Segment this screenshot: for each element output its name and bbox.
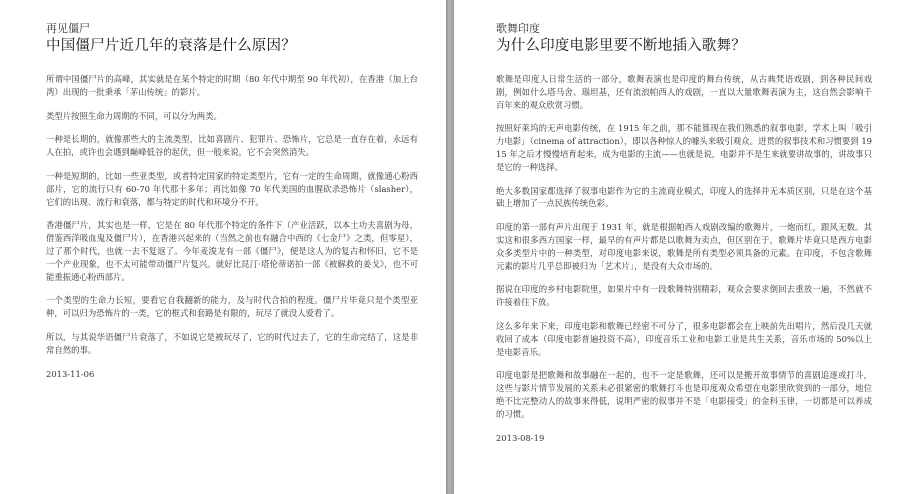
right-paragraph: 按照好莱坞的无声电影传统，在 1915 年之前，那不能算现在我们熟悉的叙事电影，学术上叫「吸引力电影」（cinema of attraction），即以各种惊人的噱头来吸引观众。进贯的叙事技术和习惯要到 1915 年之后才慢慢培育起来，成为电影的主流——也就是说，电影并不是生来就要讲故事的，讲故事只是它的一种选择。	[496, 123, 872, 172]
left-paragraph: 一种是长期的，就像那些大的主流类型，比如喜剧片、犯罪片、恐怖片，它总是一直存在着，永远有人在拍，或许也会遇到巅峰低谷的起伏，但一般来说，它不会突然消失。	[46, 134, 418, 158]
right-paragraph: 绝大多数国家都选择了叙事电影作为它的主流商业模式，印度人的选择并无本质区别，只是在这个基础上增加了一点民族传统色彩。	[496, 185, 872, 209]
left-paragraph: 所谓中国僵尸片的高峰，其实就是在某个特定的时期（80 年代中期至 90 年代初），在香港（加上台湾）出现的一批秉承「茅山传统」的影片。	[46, 74, 418, 97]
page-divider	[446, 0, 454, 494]
left-page-date: 2013-11-06	[46, 368, 95, 379]
right-page	[454, 0, 900, 494]
right-page-kicker: 歌舞印度	[496, 22, 540, 35]
left-paragraph: 一个类型的生命力长短，要看它自我翻新的能力，及与时代合拍的程度。僵尸片毕竟只是个类型亚种，可以归为恐怖片的一类，它的框式和套路是有限的，玩尽了就没人爱看了。	[46, 295, 418, 319]
left-paragraph: 一种是短期的，比如一些亚类型，或者特定国家的特定类型片，它有一定的生命周期，就像通心粉西部片，它的流行只有 60-70 年代那十多年；再比如像 70 年代美国的血腥砍杀恐怖片（slasher），它们的出现、流行和衰落，都与特定的时代和环境分不开。	[46, 170, 418, 207]
left-page-title: 中国僵尸片近几年的衰落是什么原因？	[46, 38, 296, 54]
right-page-date: 2013-08-19	[496, 432, 545, 443]
right-paragraph: 印度的第一部有声片出现于 1931 年，就是根据帕西人戏剧改编的歌舞片，一炮而红，跟风无数。其实这和很多西方国家一样，最早的有声片都是以歌舞为卖点，但区别在于，歌舞片毕竟只是西方电影众多类型片中的一种类型，对印度电影来说，歌舞是所有类型必须具备的元素。在印度，不包含歌舞元素的影片几乎总即被归为「艺术片」，是没有大众市场的。	[496, 222, 872, 271]
right-page-title: 为什么印度电影里要不断地插入歌舞？	[496, 38, 746, 54]
right-paragraph: 据说在印度的乡村电影院里，如果片中有一段歌舞特别精彩，观众会要求倒回去重放一遍，不然就不许接着往下放。	[496, 284, 872, 308]
left-page	[0, 0, 446, 494]
left-paragraph: 香港僵尸片，其实也是一样，它是在 80 年代那个特定的条件下（产业活跃，以本土功夫喜剧为母，借鉴西洋吸血鬼及僵尸片），在香港兴起来的（当然之前也有融合中西的《七金尸》之类，但零星），过了那个时代，也就一去不复返了。今年麦浚龙有一部《僵尸》，便是这人为的复古和怀旧，它不是一个产业现象，也不太可能带动僵尸片复兴。就好比昆汀·塔伦蒂诺拍一部《被解救的姜戈》，也不可能重振通心粉西部片。	[46, 220, 418, 282]
left-paragraph: 类型片按照生命力周期的不同，可以分为两类。	[46, 110, 222, 121]
right-paragraph: 歌舞是印度人日常生活的一部分，歌舞表演也是印度的舞台传统，从古典梵语戏剧，到各种民间戏剧，例如什么塔马舍、瑙坦基，还有流浪帕西人的戏剧，一直以大量歌舞表演为主，这自然会影响千百年来的观众欣赏习惯。	[496, 74, 872, 110]
left-page-kicker: 再见僵尸	[46, 22, 90, 35]
left-paragraph: 所以，与其说华语僵尸片衰落了，不如说它是被玩尽了，它的时代过去了，它的生命完结了，这是非常自然的事。	[46, 331, 418, 355]
right-paragraph: 这么多年来下来，印度电影和歌舞已经密不可分了，很多电影都会在上映前先出唱片，然后没几天就收回了成本（印度电影普遍投资不高），印度音乐工业和电影工业是共生关系，音乐市场的 50%以上是电影音乐。	[496, 320, 872, 357]
right-paragraph: 印度电影是把歌舞和故事融在一起的，也不一定是歌舞，还可以是搬开故事情节的喜剧追逐或打斗，这些与影片情节发展的关系未必很紧密的歌舞打斗也是印度观众希望在电影里欣赏到的一部分，地位绝不比完整动人的故事来得低，说明严密的叙事并不是「电影接受」的金科玉律，一切都是可以养成的习惯。	[496, 370, 872, 419]
